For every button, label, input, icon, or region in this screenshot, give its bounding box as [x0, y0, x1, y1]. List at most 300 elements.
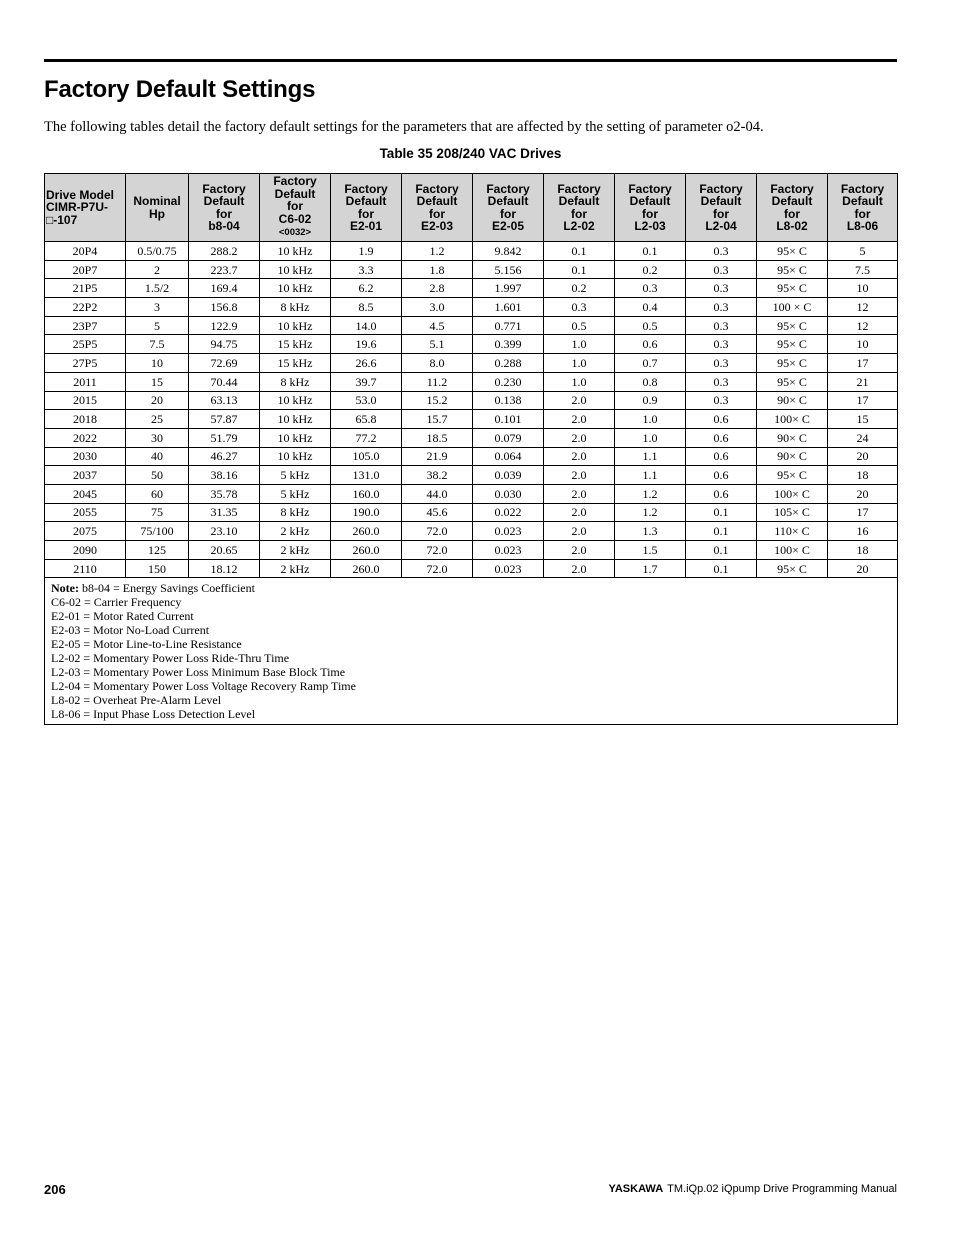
table-cell: 0.3: [686, 279, 757, 298]
table-cell: 26.6: [331, 354, 402, 373]
table-cell: 1.9: [331, 242, 402, 261]
table-cell: 1.2: [615, 503, 686, 522]
header-line: L2-04: [705, 219, 737, 233]
table-cell: 90× C: [757, 447, 828, 466]
header-line: Default: [203, 194, 245, 208]
header-line: for: [642, 206, 658, 221]
header-line: L2-03: [634, 219, 666, 233]
table-cell: 72.0: [402, 541, 473, 560]
table-cell: 75/100: [126, 522, 189, 541]
table-row: [45, 541, 898, 560]
table-cell: 15.2: [402, 391, 473, 410]
table-cell: 17: [828, 391, 898, 410]
table-cell: 2055: [45, 503, 126, 522]
table-cell: 20: [828, 484, 898, 503]
table-cell: 31.35: [189, 503, 260, 522]
table-cell: 3: [126, 298, 189, 317]
table-cell: 10: [126, 354, 189, 373]
header-line: Factory: [628, 181, 672, 196]
table-cell: 14.0: [331, 316, 402, 335]
note-text: E2-01 = Motor Rated Current: [51, 609, 194, 624]
table-cell: 2.0: [544, 466, 615, 485]
table-cell: 1.0: [615, 410, 686, 429]
table-cell: 0.1: [615, 242, 686, 261]
table-cell: 1.1: [615, 466, 686, 485]
table-cell: 4.5: [402, 316, 473, 335]
table-row: [45, 260, 898, 279]
table-cell: 63.13: [189, 391, 260, 410]
table-row: [45, 410, 898, 429]
table-cell: 0.022: [473, 503, 544, 522]
header-line: Factory: [486, 181, 530, 196]
table-cell: 95× C: [757, 354, 828, 373]
table-cell: 105.0: [331, 447, 402, 466]
table-cell: 0.6: [686, 428, 757, 447]
note-line: [51, 651, 897, 665]
table-cell: 53.0: [331, 391, 402, 410]
table-cell: 0.3: [686, 372, 757, 391]
column-header: [126, 174, 189, 242]
header-line: E2-05: [491, 219, 525, 233]
table-cell: 0.2: [544, 279, 615, 298]
table-cell: 10: [828, 335, 898, 354]
table-cell: 0.023: [473, 559, 544, 578]
header-line: C6-02: [278, 211, 312, 226]
header-line: Default: [700, 194, 742, 208]
table-cell: 0.9: [615, 391, 686, 410]
table-cell: 10 kHz: [260, 410, 331, 429]
table-cell: 0.8: [615, 372, 686, 391]
table-row: [45, 372, 898, 391]
table-cell: 5 kHz: [260, 484, 331, 503]
header-line: Default: [274, 186, 316, 201]
table-cell: 0.5/0.75: [126, 242, 189, 261]
table-cell: 0.6: [686, 466, 757, 485]
table-cell: 10 kHz: [260, 260, 331, 279]
table-cell: 20: [828, 559, 898, 578]
table-caption: Table 35 208/240 VAC Drives: [379, 146, 562, 161]
table-row: [45, 279, 898, 298]
table-cell: 2 kHz: [260, 541, 331, 560]
column-header: [828, 174, 898, 242]
header-line: Factory: [415, 181, 459, 196]
note-text: C6-02 = Carrier Frequency: [51, 595, 182, 610]
header-line: CIMR-P7U-: [46, 200, 108, 215]
table-cell: 21: [828, 372, 898, 391]
column-header: [473, 174, 544, 242]
header-line: Factory: [699, 181, 743, 196]
table-cell: 19.6: [331, 335, 402, 354]
column-header: [260, 174, 331, 242]
note-line: [51, 665, 897, 679]
table-cell: 39.7: [331, 372, 402, 391]
header-line: for: [713, 206, 729, 221]
note-line: [51, 609, 897, 623]
table-cell: 0.1: [686, 522, 757, 541]
header-line: Factory: [202, 181, 246, 196]
table-cell: 18.12: [189, 559, 260, 578]
table-cell: 5: [828, 242, 898, 261]
table-cell: 95× C: [757, 260, 828, 279]
table-cell: 15: [126, 372, 189, 391]
table-cell: 40: [126, 447, 189, 466]
note-line: [51, 693, 897, 707]
table-row: [45, 447, 898, 466]
table-cell: 1.0: [544, 335, 615, 354]
table-cell: 1.0: [544, 354, 615, 373]
table-cell: 38.16: [189, 466, 260, 485]
table-row: [45, 522, 898, 541]
notes-cell: [45, 578, 898, 725]
table-header-row: [45, 174, 898, 242]
header-line: Default: [345, 194, 387, 208]
table-cell: 10 kHz: [260, 316, 331, 335]
table-cell: 6.2: [331, 279, 402, 298]
note-line: [51, 707, 897, 721]
table-cell: 2.0: [544, 484, 615, 503]
note-text: E2-03 = Motor No-Load Current: [51, 623, 210, 638]
table-cell: 100× C: [757, 410, 828, 429]
note-line: [51, 679, 897, 693]
table-cell: 0.1: [686, 503, 757, 522]
table-cell: 20P4: [45, 242, 126, 261]
table-cell: 1.7: [615, 559, 686, 578]
intro-paragraph: The following tables detail the factory default settings for the parameters that are affected by the setting of parameter o2-04.: [44, 119, 764, 135]
note-text: L2-04 = Momentary Power Loss Voltage Recovery Ramp Time: [51, 679, 356, 694]
table-cell: 2030: [45, 447, 126, 466]
header-line: E2-03: [420, 219, 454, 233]
table-cell: 2022: [45, 428, 126, 447]
table-cell: 57.87: [189, 410, 260, 429]
note-line: [51, 581, 897, 595]
table-cell: 0.7: [615, 354, 686, 373]
table-row: [45, 466, 898, 485]
note-line: [51, 637, 897, 651]
table-cell: 15: [828, 410, 898, 429]
table-cell: 30: [126, 428, 189, 447]
table-cell: 2: [126, 260, 189, 279]
table-cell: 8.5: [331, 298, 402, 317]
table-cell: 190.0: [331, 503, 402, 522]
table-cell: 1.0: [615, 428, 686, 447]
table-cell: 100× C: [757, 541, 828, 560]
column-header: [615, 174, 686, 242]
footer: [609, 1183, 897, 1195]
header-line: Factory: [273, 174, 317, 189]
table-cell: 1.997: [473, 279, 544, 298]
table-cell: 95× C: [757, 242, 828, 261]
table-cell: 0.3: [615, 279, 686, 298]
table-cell: 2.0: [544, 503, 615, 522]
table-cell: 20.65: [189, 541, 260, 560]
table-cell: 0.3: [544, 298, 615, 317]
table-cell: 90× C: [757, 391, 828, 410]
table-cell: 5 kHz: [260, 466, 331, 485]
table-cell: 169.4: [189, 279, 260, 298]
table-cell: 10 kHz: [260, 242, 331, 261]
table-cell: 70.44: [189, 372, 260, 391]
table-row: [45, 503, 898, 522]
table-cell: 10 kHz: [260, 428, 331, 447]
table-cell: 0.3: [686, 260, 757, 279]
table-cell: 72.0: [402, 522, 473, 541]
note-line: [51, 595, 897, 609]
header-line: Factory: [344, 181, 388, 196]
table-row: [45, 391, 898, 410]
table-cell: 5: [126, 316, 189, 335]
header-line: Factory: [557, 181, 601, 196]
table-cell: 0.030: [473, 484, 544, 503]
table-cell: 2 kHz: [260, 522, 331, 541]
column-header: [331, 174, 402, 242]
table-cell: 1.0: [544, 372, 615, 391]
table-cell: 1.5/2: [126, 279, 189, 298]
footer-brand: YASKAWA: [608, 1183, 664, 1195]
table-cell: 2.0: [544, 447, 615, 466]
table-cell: 5.1: [402, 335, 473, 354]
note-text: L2-03 = Momentary Power Loss Minimum Base Block Time: [51, 665, 346, 680]
table-cell: 50: [126, 466, 189, 485]
table-cell: 18: [828, 541, 898, 560]
table-cell: 20: [828, 447, 898, 466]
table-cell: 0.3: [686, 354, 757, 373]
table-row: [45, 316, 898, 335]
table-cell: 10 kHz: [260, 391, 331, 410]
column-header: [189, 174, 260, 242]
header-line: L2-02: [563, 219, 595, 233]
table-cell: 72.0: [402, 559, 473, 578]
table-cell: 0.6: [686, 484, 757, 503]
table-cell: 90× C: [757, 428, 828, 447]
column-header: [544, 174, 615, 242]
table-cell: 0.5: [615, 316, 686, 335]
header-line: for: [429, 206, 445, 221]
table-cell: 1.2: [402, 242, 473, 261]
header-line: Default: [629, 194, 671, 208]
table-cell: 0.399: [473, 335, 544, 354]
table-cell: 8 kHz: [260, 503, 331, 522]
table-cell: 0.1: [686, 559, 757, 578]
column-header: [757, 174, 828, 242]
header-line: Nominal: [133, 194, 181, 208]
table-cell: 0.5: [544, 316, 615, 335]
header-line: for: [571, 206, 587, 221]
table-row: [45, 484, 898, 503]
header-line: L8-02: [776, 219, 808, 233]
table-cell: 95× C: [757, 466, 828, 485]
header-line: Default: [416, 194, 458, 208]
table-cell: 0.023: [473, 522, 544, 541]
table-cell: 131.0: [331, 466, 402, 485]
table-row: [45, 428, 898, 447]
table-cell: 105× C: [757, 503, 828, 522]
note-label: Note:: [51, 581, 79, 596]
header-line: for: [216, 206, 232, 221]
table-cell: 23P7: [45, 316, 126, 335]
header-line: Default: [558, 194, 600, 208]
table-cell: 2037: [45, 466, 126, 485]
table-row: [45, 354, 898, 373]
table-cell: 95× C: [757, 559, 828, 578]
column-header: [402, 174, 473, 242]
table-cell: 12: [828, 316, 898, 335]
table-cell: 2090: [45, 541, 126, 560]
note-line: [51, 623, 897, 637]
table-cell: 1.2: [615, 484, 686, 503]
note-text: L2-02 = Momentary Power Loss Ride-Thru Time: [51, 651, 290, 666]
footer-title: TM.iQp.02 iQpump Drive Programming Manual: [667, 1183, 897, 1195]
table-cell: 2.8: [402, 279, 473, 298]
table-cell: 8 kHz: [260, 298, 331, 317]
table-cell: 160.0: [331, 484, 402, 503]
table-cell: 0.3: [686, 335, 757, 354]
table-cell: 10 kHz: [260, 447, 331, 466]
table-cell: 77.2: [331, 428, 402, 447]
notes-row: [45, 578, 898, 725]
factory-default-table: [44, 173, 898, 725]
header-line: Default: [771, 194, 813, 208]
table-cell: 15 kHz: [260, 354, 331, 373]
table-cell: 125: [126, 541, 189, 560]
header-line: □-107: [46, 212, 78, 227]
table-cell: 1.1: [615, 447, 686, 466]
header-line: Default: [842, 194, 883, 208]
note-text: L8-06 = Input Phase Loss Detection Level: [51, 707, 256, 722]
table-cell: 35.78: [189, 484, 260, 503]
header-line: for: [500, 206, 516, 221]
table-cell: 95× C: [757, 372, 828, 391]
table-cell: 2015: [45, 391, 126, 410]
table-cell: 0.138: [473, 391, 544, 410]
table-cell: 8.0: [402, 354, 473, 373]
table-cell: 0.3: [686, 242, 757, 261]
table-cell: 7.5: [126, 335, 189, 354]
header-line: for: [784, 206, 800, 221]
table-cell: 260.0: [331, 522, 402, 541]
table-cell: 22P2: [45, 298, 126, 317]
table-row: [45, 242, 898, 261]
table-cell: 25P5: [45, 335, 126, 354]
header-line: Factory: [840, 181, 885, 196]
table-body: [45, 242, 898, 725]
table-cell: 2045: [45, 484, 126, 503]
table-cell: 0.101: [473, 410, 544, 429]
table-cell: 75: [126, 503, 189, 522]
table-cell: 2.0: [544, 541, 615, 560]
top-rule: [44, 59, 897, 62]
table-cell: 0.3: [686, 316, 757, 335]
table-cell: 0.2: [615, 260, 686, 279]
table-cell: 7.5: [828, 260, 898, 279]
table-cell: 0.079: [473, 428, 544, 447]
header-line: Drive Model: [46, 187, 115, 202]
table-cell: 95× C: [757, 279, 828, 298]
page-number: 206: [44, 1182, 66, 1197]
table-cell: 288.2: [189, 242, 260, 261]
table-cell: 2.0: [544, 410, 615, 429]
table-cell: 1.3: [615, 522, 686, 541]
table-cell: 24: [828, 428, 898, 447]
table-cell: 0.6: [615, 335, 686, 354]
table-cell: 94.75: [189, 335, 260, 354]
table-cell: 17: [828, 503, 898, 522]
header-line: for: [358, 206, 374, 221]
table-row: [45, 298, 898, 317]
table-cell: 65.8: [331, 410, 402, 429]
table-cell: 1.601: [473, 298, 544, 317]
table-cell: 156.8: [189, 298, 260, 317]
table-cell: 0.1: [544, 260, 615, 279]
table-cell: 46.27: [189, 447, 260, 466]
note-text: E2-05 = Motor Line-to-Line Resistance: [51, 637, 242, 652]
table-cell: 18.5: [402, 428, 473, 447]
table-cell: 223.7: [189, 260, 260, 279]
header-line: b8-04: [208, 219, 240, 233]
table-cell: 2.0: [544, 391, 615, 410]
table-cell: 1.5: [615, 541, 686, 560]
table-cell: 9.842: [473, 242, 544, 261]
table-cell: 72.69: [189, 354, 260, 373]
table-cell: 15.7: [402, 410, 473, 429]
table-cell: 2.0: [544, 428, 615, 447]
table-cell: 0.1: [686, 541, 757, 560]
table-cell: 150: [126, 559, 189, 578]
table-cell: 2.0: [544, 522, 615, 541]
table-cell: 20P7: [45, 260, 126, 279]
table-cell: 122.9: [189, 316, 260, 335]
table-cell: 2075: [45, 522, 126, 541]
table-cell: 100× C: [757, 484, 828, 503]
table-cell: 17: [828, 354, 898, 373]
table-cell: 100 × C: [757, 298, 828, 317]
table-cell: 0.039: [473, 466, 544, 485]
column-header: [686, 174, 757, 242]
table-cell: 44.0: [402, 484, 473, 503]
table-cell: 1.8: [402, 260, 473, 279]
table-cell: 10: [828, 279, 898, 298]
table-cell: 0.3: [686, 391, 757, 410]
table-cell: 2 kHz: [260, 559, 331, 578]
table-cell: 260.0: [331, 541, 402, 560]
table-cell: 3.3: [331, 260, 402, 279]
table-cell: 0.023: [473, 541, 544, 560]
table-cell: 38.2: [402, 466, 473, 485]
table-cell: 0.6: [686, 410, 757, 429]
table-cell: 25: [126, 410, 189, 429]
table-cell: 5.156: [473, 260, 544, 279]
table-cell: 21.9: [402, 447, 473, 466]
table-cell: 95× C: [757, 335, 828, 354]
table-cell: 15 kHz: [260, 335, 331, 354]
table-cell: 51.79: [189, 428, 260, 447]
table-cell: 2.0: [544, 559, 615, 578]
table-cell: 2011: [45, 372, 126, 391]
table-cell: 12: [828, 298, 898, 317]
table-cell: 260.0: [331, 559, 402, 578]
note-text: b8-04 = Energy Savings Coefficient: [81, 581, 255, 596]
table-cell: 8 kHz: [260, 372, 331, 391]
table-cell: 2110: [45, 559, 126, 578]
table-cell: 3.0: [402, 298, 473, 317]
header-line: E2-01: [349, 219, 383, 233]
table-cell: 0.6: [686, 447, 757, 466]
note-text: L8-02 = Overheat Pre-Alarm Level: [51, 693, 222, 708]
header-line: for: [287, 199, 303, 214]
table-cell: 0.771: [473, 316, 544, 335]
table-cell: 60: [126, 484, 189, 503]
table-cell: 2018: [45, 410, 126, 429]
page-title: Factory Default Settings: [44, 76, 316, 103]
